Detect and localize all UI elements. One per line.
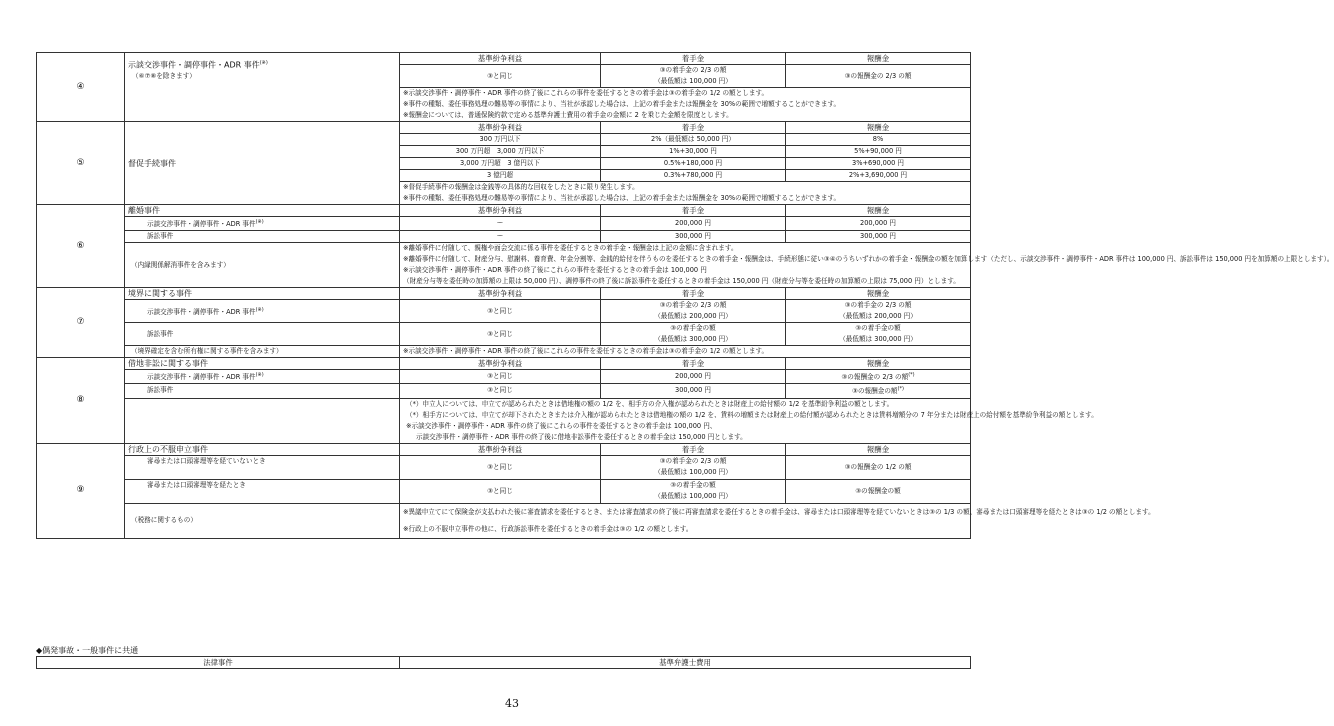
reward-cell: ③の報酬金の額(*)	[786, 384, 971, 398]
section-title	[125, 53, 400, 88]
subcase-label: 訴訟事件	[125, 384, 400, 398]
section-title: 行政上の不服申立事件	[125, 443, 400, 455]
retainer-cell: 0.3%+780,000 円	[601, 170, 786, 182]
header-retainer: 着手金	[601, 288, 786, 300]
section-note-label: （税務に関するもの）	[125, 503, 400, 538]
subcase-label: 示談交渉事件・調停事件・ADR 事件(※)	[125, 217, 400, 231]
subcase-label: 訴訟事件	[125, 323, 400, 346]
header-base: 基準紛争利益	[400, 358, 601, 370]
retainer-cell: 1%+30,000 円	[601, 146, 786, 158]
section-title: 境界に関する事件	[125, 288, 400, 300]
note: ※報酬金については、普通保険約款で定める基準弁護士費用の着手金の金額に 2 を乗じた金額を限度とします。	[400, 110, 971, 122]
header-base: 基準紛争利益	[400, 205, 601, 217]
section-number: ⑨	[37, 443, 125, 538]
base-cell: 3 億円超	[400, 170, 601, 182]
label-spacer	[125, 398, 400, 443]
base-cell: 300 万円以下	[400, 134, 601, 146]
base-cell: ③と同じ	[400, 455, 601, 479]
note: ※示談交渉事件・調停事件・ADR 事件の終了後にこれらの事件を委任するときの着手金は③の着手金の 1/2 の額とします。	[400, 88, 971, 100]
section-note-label: （境界確定を含む所有権に関する事件を含みます）	[125, 346, 400, 358]
header-reward: 報酬金	[786, 443, 971, 455]
reward-cell: 5%+90,000 円	[786, 146, 971, 158]
base-cell: ー	[400, 217, 601, 231]
header-reward: 報酬金	[786, 53, 971, 65]
header-reward: 報酬金	[786, 122, 971, 134]
section-number: ④	[37, 53, 125, 122]
note: （*）相手方については、申立てが却下されたときまたは介入権が認められたときは借地権の額の 1/2 を、賃料の増額または財産上の給付額が認められたときは賃料増額分の 7 年分または財産上の給付額を基準紛争利益の額とします。	[400, 410, 971, 421]
note: ※督促手続事件の報酬金は金銭等の具体的な回収をしたときに限り発生します。	[400, 182, 971, 194]
reward-cell: ③の報酬金の 2/3 の額	[786, 65, 971, 88]
section-title: 督促手続事件	[125, 122, 400, 205]
reward-cell: 8%	[786, 134, 971, 146]
header-reward: 報酬金	[786, 358, 971, 370]
note: 示談交渉事件・調停事件・ADR 事件の終了後に借地非訟事件を委任するときの着手金は 150,000 円とします。	[400, 432, 971, 444]
reward-cell: 2%+3,690,000 円	[786, 170, 971, 182]
retainer-cell: 200,000 円	[601, 370, 786, 384]
common-header-fee: 基準弁護士費用	[400, 657, 971, 669]
subcase-label: 訴訟事件	[125, 231, 400, 243]
section-note-label: （内縁関係解消事件を含みます）	[125, 243, 400, 288]
section-title: 借地非訟に関する事件	[125, 358, 400, 370]
header-retainer: 着手金	[601, 53, 786, 65]
reward-cell: 3%+690,000 円	[786, 158, 971, 170]
note: ※離婚事件に付随して、親権や面会交流に係る事件を委任するときの着手金・報酬金は上記の金額に含まれます。	[400, 243, 971, 255]
base-cell: ③と同じ	[400, 479, 601, 503]
section-number: ⑧	[37, 358, 125, 443]
subcase-label: 審尋または口頭審理等を経たとき	[125, 479, 400, 503]
section-number: ⑦	[37, 288, 125, 358]
reward-cell: ③の報酬金の額	[786, 479, 971, 503]
header-retainer: 着手金	[601, 358, 786, 370]
retainer-cell: ③の着手金の 2/3 の額 （最低額は 100,000 円）	[601, 65, 786, 88]
retainer-cell: 2%（最低額は 50,000 円）	[601, 134, 786, 146]
header-reward: 報酬金	[786, 288, 971, 300]
retainer-cell: ③の着手金の額 （最低額は 300,000 円）	[601, 323, 786, 346]
base-cell: ③と同じ	[400, 323, 601, 346]
retainer-cell: ③の着手金の額 （最低額は 100,000 円）	[601, 479, 786, 503]
header-base: 基準紛争利益	[400, 443, 601, 455]
header-base: 基準紛争利益	[400, 122, 601, 134]
section-subtitle: （⑥⑦⑧を除きます）	[132, 72, 196, 81]
common-table	[36, 656, 971, 669]
header-reward: 報酬金	[786, 205, 971, 217]
header-retainer: 着手金	[601, 122, 786, 134]
base-cell: 300 万円超 3,000 万円以下	[400, 146, 601, 158]
header-retainer: 着手金	[601, 443, 786, 455]
subcase-label: 示談交渉事件・調停事件・ADR 事件(※)	[125, 370, 400, 384]
reward-cell: 300,000 円	[786, 231, 971, 243]
section-title: 離婚事件	[125, 205, 400, 217]
note: ※示談交渉事件・調停事件・ADR 事件の終了後にこれらの事件を委任するときの着手金は 100,000 円	[400, 265, 971, 276]
reward-cell: ③の着手金の 2/3 の額 （最低額は 200,000 円）	[786, 300, 971, 323]
common-header-case: 法律事件	[37, 657, 400, 669]
note: ※示談交渉事件・調停事件・ADR 事件の終了後にこれらの事件を委任するときの着手金は 100,000 円、	[400, 421, 971, 432]
note: ※離婚事件に付随して、財産分与、慰謝料、養育費、年金分割等、金銭的給付を伴うものを委任するときの着手金・報酬金は、手続形態に従い③④のうちいずれかの着手金・報酬金の額を加算します（ただし、示談交渉事件・調停事件・ADR 事件は 100,000 円、訴訟事件は 150,000 円を加算額の上限とします）。	[400, 254, 971, 265]
subcase-label: 審尋または口頭審理等を経ていないとき	[125, 455, 400, 479]
title-text: 示談交渉事件・調停事件・ADR 事件	[128, 61, 260, 71]
page-number: 43	[505, 697, 519, 710]
fee-table	[36, 52, 1334, 539]
note: ※異議申立てにて保険金が支払われた後に審査請求を委任するとき、または審査請求の終了後に再審査請求を委任するときの着手金は、審尋または口頭審理等を経ていないときは③の 1/3 の額、審尋または口頭審理等を経たときは③の 1/2 の額とします。	[400, 503, 971, 521]
header-base: 基準紛争利益	[400, 53, 601, 65]
header-base: 基準紛争利益	[400, 288, 601, 300]
note: （*）申立人については、申立てが認められたときは借地権の額の 1/2 を、相手方の介入権が認められたときは財産上の給付額の 1/2 を基準紛争利益の額とします。	[400, 398, 971, 410]
note: ※事件の種類、委任事務処理の難易等の事情により、当社が承認した場合は、上記の着手金または報酬金を 30%の範囲で増額することができます。	[400, 99, 971, 110]
header-retainer: 着手金	[601, 205, 786, 217]
note: ※事件の種類、委任事務処理の難易等の事情により、当社が承認した場合は、上記の着手金または報酬金を 30%の範囲で増額することができます。	[400, 193, 971, 205]
base-cell: ③と同じ	[400, 65, 601, 88]
label-spacer	[125, 88, 400, 100]
reward-cell: 200,000 円	[786, 217, 971, 231]
retainer-cell: 300,000 円	[601, 384, 786, 398]
note: ※示談交渉事件・調停事件・ADR 事件の終了後にこれらの事件を委任するときの着手金は③の着手金の 1/2 の額とします。	[400, 346, 971, 358]
retainer-cell: ③の着手金の 2/3 の額 （最低額は 100,000 円）	[601, 455, 786, 479]
retainer-cell: 200,000 円	[601, 217, 786, 231]
subcase-label: 示談交渉事件・調停事件・ADR 事件(※)	[125, 300, 400, 323]
reward-cell: ③の報酬金の 1/2 の額	[786, 455, 971, 479]
retainer-cell: ③の着手金の 2/3 の額 （最低額は 200,000 円）	[601, 300, 786, 323]
base-cell: 3,000 万円超 3 億円以下	[400, 158, 601, 170]
base-cell: ③と同じ	[400, 370, 601, 384]
section-number: ⑥	[37, 205, 125, 288]
reward-cell: ③の報酬金の 2/3 の額(*)	[786, 370, 971, 384]
footnote-mark: (※)	[259, 60, 268, 67]
note: （財産分与等を委任時の加算額の上限は 50,000 円）、調停事件の終了後に訴訟事件を委任するときの着手金は 150,000 円（財産分与等を委任時の加算額の上限は 75,000 円）とします。	[400, 276, 971, 288]
common-section-title: ◆偶発事故・一般事件に共通	[36, 646, 139, 655]
note: ※行政上の不服申立事件の他に、行政訴訟事件を委任するときの着手金は③の 1/2 の額とします。	[400, 521, 971, 539]
label-spacer	[125, 110, 400, 122]
base-cell: ー	[400, 231, 601, 243]
base-cell: ③と同じ	[400, 300, 601, 323]
retainer-cell: 300,000 円	[601, 231, 786, 243]
retainer-cell: 0.5%+180,000 円	[601, 158, 786, 170]
base-cell: ③と同じ	[400, 384, 601, 398]
reward-cell: ③の着手金の額 （最低額は 300,000 円）	[786, 323, 971, 346]
section-number: ⑤	[37, 122, 125, 205]
label-spacer	[125, 99, 400, 110]
